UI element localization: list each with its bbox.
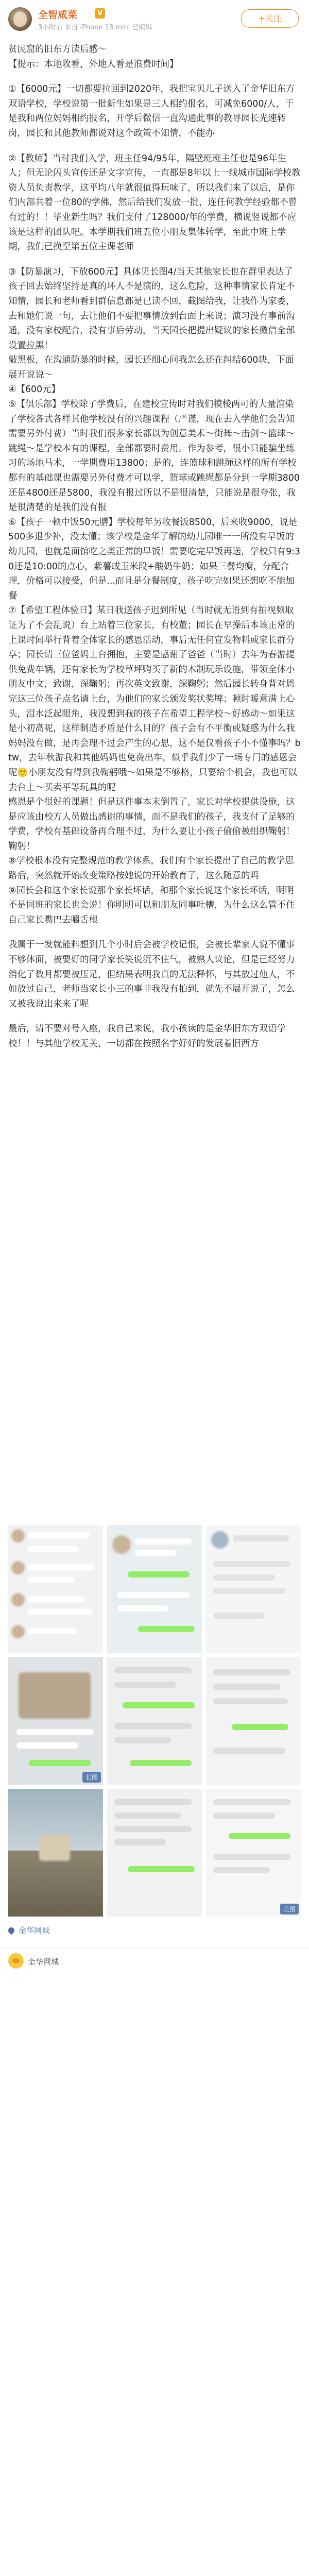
post-paragraph: 敲黑板，在沟通防暴的时候，园长还细心问我怎么还在纠结600块，下面展开说说～ [8,355,294,380]
image-grid [8,1525,301,1917]
post-paragraph: ①【6000元】一切都要拉回到2020年，我把宝贝儿子送入了金华旧东方双语学校，学校说第一批新生如果是三人相约报名，可减免6000/人，于是我和两位妈妈相约报名，开学后微信一直沟通此事的教导园长光速转岗，园长和其他教师都说对这个政策不知情，不能办 [8,84,295,139]
image-thumb-5[interactable] [107,1657,202,1785]
location-pin-icon [7,1926,16,1935]
vip-badge-icon: V [95,8,105,19]
post-paragraph: 感恩是个很好的课题！但是这件事本末倒置了，家长对学校提供设施，这是应该由校方人员做出感谢的事情，而不是我们的孩子，我支付了足够的学费，学校有基础设备再合理不过，为什么要让小孩子偷偷被组织鞠躬！鞠躬！ [8,797,295,852]
long-image-tag: 长图 [280,1904,299,1914]
post-paragraph: ②【教师】当时我们入学，班主任94/95年，隔壁班班主任也是96年生人；但无论闪头宣传还是文字宣传，一直都是8年以上一线城市国际学校教资人员负责教学，这平均八年就很值得玩味了，所以我们来了以后，是你们内部共着一位80的学佛，然后给我们发放一批，连任何教学经验都不曾有过的！！毕业新生吗？我们支付了128000/年的学费，横说竖说都不应该是这样的团队吧。本学期我们班五位小朋友集体转学，至此中班上学期，我们已换至第五位主课老师 [8,153,301,252]
post-paragraph: ⑤【俱乐部】学校除了学费后，在建校宣传时对我们模棱两可的大量渲染了学校各式各样其他学校没有的兴趣课程（严谨，现在去入学他们会告知需要另外付费）当时我们很多家长都以为创意美术～街舞～击剑～篮球～跳绳～是学校本有的课程，全部都要时费用。作为参考，很小只能骗坐练习的场地马术，一学期费用13800；是的，连篮球和跳绳这样的所有学校都有的基础课也需要另外付费才可以学，篮球或跳绳都是分到一学期3800还是4800还是5800，我没有报过所以不是很清楚，只能说是很夸张，我是很清楚的是我们没有报 [8,399,300,513]
source-name[interactable]: 金华网城 [28,1957,59,1967]
long-image-tag: 长图 [82,1772,101,1783]
post-paragraph: ⑧学校根本没有完整规范的教学体系，我们有个家长提出了自己的教学思路后，突然就开始改变策略按她说的开始教育了，这么随意的吗 [8,856,294,882]
post-paragraph: 我属于一发就能料想到几个小时后会被学校记恨，会被长辈家人说不懂事不够体面，被要好的同学家长笑说沉不住气，被熟人议论，但是已经努力消化了数月都要被压足，但结果表明我真的无法释怀，与其放过他人，不如放过自己，老师当家长小三的事非我没有拍到，就先不展开说了，怎么又被我说出来来了呢 [8,940,295,1009]
image-thumb-7[interactable] [8,1789,103,1917]
post-meta: 3小时前 来自 iPhone 13 mini 已编辑 [38,24,152,31]
image-thumb-9[interactable] [206,1789,301,1917]
image-thumb-4[interactable] [8,1657,103,1785]
location-label: 金华网城 [19,1926,50,1935]
post-paragraph: 贫民窟的旧东方读后感～ [8,44,107,55]
post-body [8,42,301,1052]
post-paragraph: ④【600元】 [8,384,60,395]
post-paragraph: ⑨园长会和这个家长说那个家长坏话，和那个家长说这个家长坏话，明明不是同班的家长也会说！你明明可以和朋友同事吐槽，为什么这么管不住自己家长嘴巴去嚼舌根 [8,885,295,925]
post-paragraph: ③【防暴演习，下放600元】具体见长图4/当天其他家长也在群里表达了孩子回去始终坚持是真的坏人不是演的，这么危险，这种事情家长肯定不知情，园长和老师看到群信息都是已读不回，截图给我，让我作为家委，去和她们说一句，去让他们不要把事情放到台面上来说；演习没有事前沟通，没有家校配合，没有事后劳动，当天园长把提出疑议的家长微信全部设置拉黑！ [8,266,295,351]
post-paragraph: ⑥【孩子一顿中饭50元膳】学校每年另收餐饭8500，后来收9000，说是500多退少补，没太懂；该学校是金华了解的幼儿园唯一一所没有早饭的幼儿园，也就是面馆吃之类正常的早饭！需要吃完早饭再送，学校只有9:30还是10:00的点心，紫薯或玉米段+酸奶牛奶；如果三餐均衡，分配合理，价格可以接受，但是...而且是分餐制度，孩子吃完如果还想吃不能加餐 [8,517,301,601]
post-paragraph: 最后，请不要对号入座，我自己来说，我小孩读的是金华旧东方双语学校！！与其他学校无关，一切都在按照名字好好的发展着旧西方 [8,1024,286,1049]
image-thumb-2[interactable] [107,1525,202,1653]
footer-bar [0,1947,309,1974]
image-thumb-1[interactable] [8,1525,103,1653]
post-header [0,0,309,36]
post-paragraph: ⑦【希望工程体验日】某日我送孩子迟到所见（当时就无语到有拍视频取证为了不会乱说）台上站着三位家长，有校董；园长在早操后本该正常的上课时间举行背着全体家长的感恩活动，事后无任何宣发物料或家长群分享；园长请三位爸妈上台拥抱，主要是感谢了爸爸（当时）去年为春游提供免费车辆，还有家长为学校草坪购买了新的木制玩乐设施，带领全体小朋友中文，致谢，深鞠躬；再次英文致谢，深鞠躬；然后园长转身背对恩完这三位孩子点名请上台，为他们的家长颁发奖状奖牌；顿时暖意满上心头，泪水泛起眼角，我没想到我的孩子在希望工程学校～好感动～如果这是小初高呢，这样制造矛盾是什么目的？孩子会有不平衡或疑惑为什么我妈妈没有做，是再会理不过会产生的心思，这不是仅看孩子小不懂事吗？btw，去年秋游我和其他妈妈也免费出车，似乎我们少了一场专门的感恩会呢🙂小朋友没有得到我鞠躬哦～如果是不够格，只要给个机会，我也可以去台上～买卖平等玩具的呢 [8,605,301,793]
location-tag[interactable] [8,1925,49,1940]
author-avatar[interactable] [8,7,32,31]
image-thumb-8[interactable] [107,1789,202,1917]
post-paragraph: 【提示：本地收看，外地人看是浪费时间】 [8,59,179,70]
image-thumb-3[interactable] [206,1525,301,1653]
image-thumb-6[interactable] [206,1657,301,1785]
source-avatar-icon[interactable] [8,1953,24,1969]
author-name[interactable]: 全智咸菜 [38,9,78,21]
follow-button[interactable]: +关注 [241,9,299,28]
